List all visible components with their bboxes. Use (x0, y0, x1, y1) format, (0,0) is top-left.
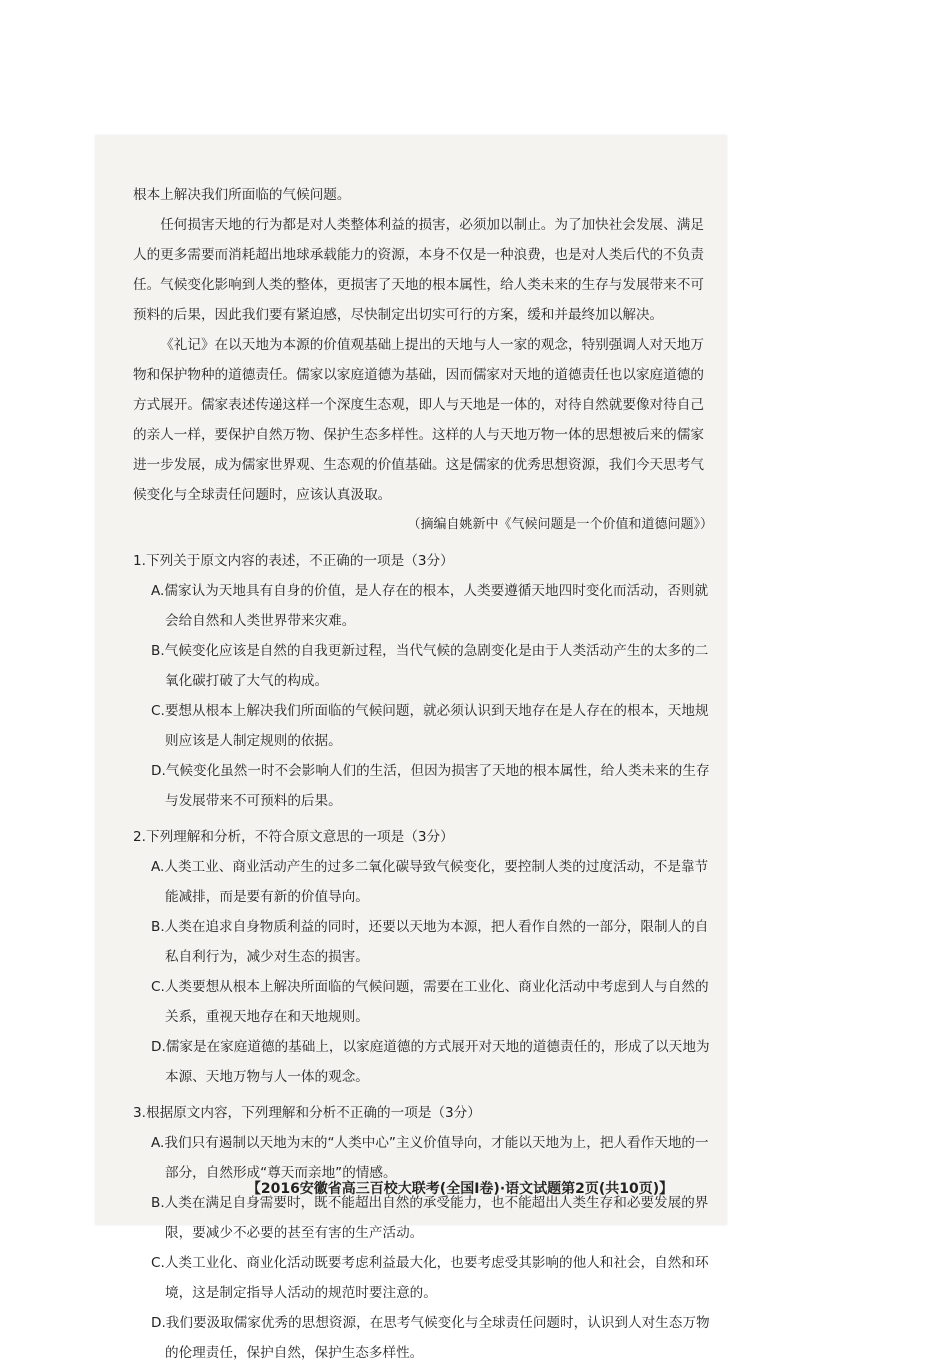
option-b: B.人类在满足自身需要时，既不能超出自然的承受能力，也不能超出人类生存和必要发展的界限，要减少不必要的甚至有害的生产活动。 (151, 1195, 709, 1241)
option-a: A.我们只有遏制以天地为末的“人类中心”主义价值导向，才能以天地为上，把人看作天地的一部分，自然形成“尊天而亲地”的情感。 (151, 1135, 709, 1181)
question-1 (133, 546, 713, 816)
option-a: A.儒家认为天地具有自身的价值，是人存在的根本，人类要遵循天地四时变化而活动，否则就会给自然和人类世界带来灾难。 (151, 583, 709, 629)
option-a: A.人类工业、商业活动产生的过多二氧化碳导致气候变化，要控制人类的过度活动，不是靠节能减排，而是要有新的价值导向。 (151, 859, 709, 905)
page-footer: 【2016安徽省高三百校大联考(全国Ⅰ卷)·语文试题第2页(共10页)】 (246, 1181, 674, 1197)
option-b: B.人类在追求自身物质利益的同时，还要以天地为本源，把人看作自然的一部分，限制人的自私自利行为，减少对生态的损害。 (151, 919, 709, 965)
passage-paragraph: 根本上解决我们所面临的气候问题。 (133, 187, 351, 203)
question-3 (133, 1098, 713, 1368)
question-2 (133, 822, 713, 1092)
option-b: B.气候变化应该是自然的自我更新过程，当代气候的急剧变化是由于人类活动产生的太多的二氧化碳打破了大气的构成。 (151, 643, 709, 689)
question-stem: 1.下列关于原文内容的表述，不正确的一项是（3分） (133, 553, 454, 569)
option-c: C.要想从根本上解决我们所面临的气候问题，就必须认识到天地存在是人存在的根本，天地规则应该是人制定规则的依据。 (151, 703, 709, 749)
option-c: C.人类工业化、商业化活动既要考虑利益最大化，也要考虑受其影响的他人和社会，自然和环境，这是制定指导人活动的规范时要注意的。 (151, 1255, 709, 1301)
question-stem: 2.下列理解和分析，不符合原文意思的一项是（3分） (133, 829, 454, 845)
passage-source: （摘编自姚新中《气候问题是一个价值和道德问题》） (407, 517, 713, 532)
passage-paragraph: 任何损害天地的行为都是对人类整体利益的损害，必须加以制止。为了加快社会发展、满足人的更多需要而消耗超出地球承载能力的资源，本身不仅是一种浪费，也是对人类后代的不负责任。气候变化影响到人类的整体，更损害了天地的根本属性，给人类未来的生存与发展带来不可预料的后果，因此我们要有紧迫感，尽快制定出切实可行的方案，缓和并最终加以解决。 (133, 217, 704, 323)
option-d: D.我们要汲取儒家优秀的思想资源，在思考气候变化与全球责任问题时，认识到人对生态万物的伦理责任，保护自然，保护生态多样性。 (151, 1315, 710, 1361)
question-stem: 3.根据原文内容，下列理解和分析不正确的一项是（3分） (133, 1105, 481, 1121)
passage-paragraph: 《礼记》在以天地为本源的价值观基础上提出的天地与人一家的观念，特别强调人对天地万物和保护物种的道德责任。儒家以家庭道德为基础，因而儒家对天地的道德责任也以家庭道德的方式展开。儒家表述传递这样一个深度生态观，即人与天地是一体的，对待自然就要像对待自己的亲人一样，要保护自然万物、保护生态多样性。这样的人与天地万物一体的思想被后来的儒家进一步发展，成为儒家世界观、生态观的价值基础。这是儒家的优秀思想资源，我们今天思考气候变化与全球责任问题时，应该认真汲取。 (133, 337, 704, 503)
option-d: D.儒家是在家庭道德的基础上，以家庭道德的方式展开对天地的道德责任的，形成了以天地为本源、天地万物与人一体的观念。 (151, 1039, 710, 1085)
option-c: C.人类要想从根本上解决所面临的气候问题，需要在工业化、商业化活动中考虑到人与自然的关系，重视天地存在和天地规则。 (151, 979, 709, 1025)
option-d: D.气候变化虽然一时不会影响人们的生活，但因为损害了天地的根本属性，给人类未来的生存与发展带来不可预料的后果。 (151, 763, 710, 809)
